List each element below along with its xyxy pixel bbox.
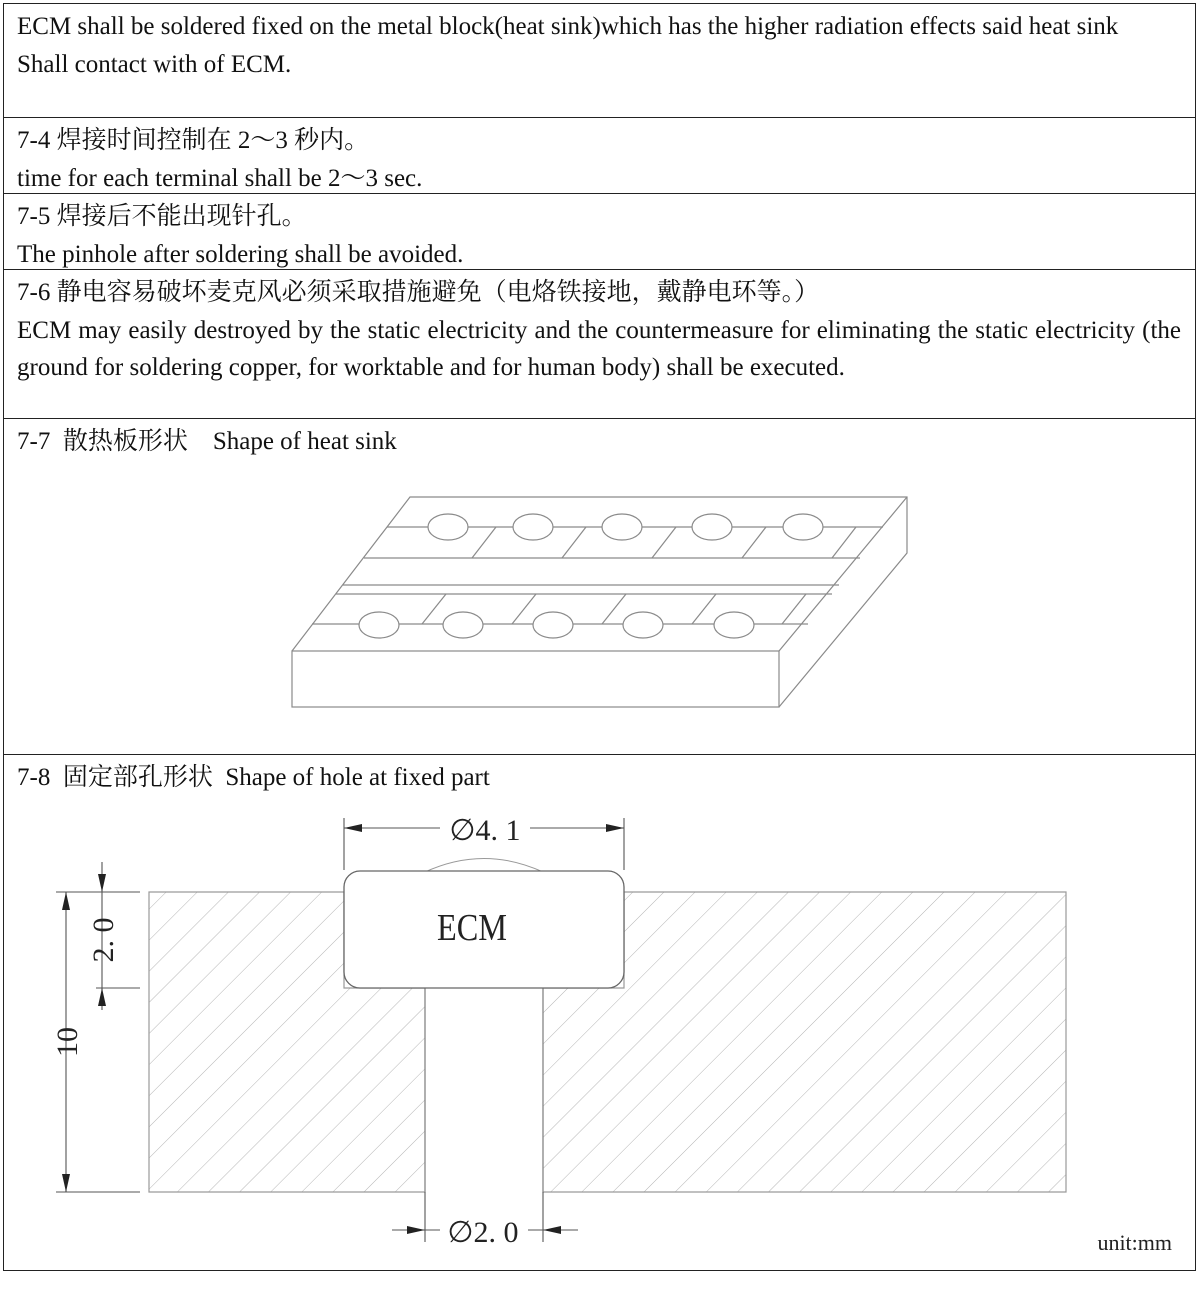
- section-7-8-heading: 7-8 固定部孔形状 Shape of hole at fixed part: [17, 764, 490, 791]
- section-7-4-text: time for each terminal shall be 2～3 sec.: [17, 164, 423, 192]
- unit-label: unit:mm: [1097, 1230, 1172, 1255]
- dim-left-small: 2. 0: [87, 917, 120, 963]
- ecm-soldering-text-2: Shall contact with of ECM.: [17, 50, 292, 78]
- dim-left-large: 10: [51, 1027, 84, 1057]
- dim-bottom-diameter: ∅2. 0: [447, 1216, 519, 1249]
- section-7-6-heading: 7-6 静电容易破坏麦克风必须采取措施避免（电烙铁接地，戴静电环等。）: [17, 279, 820, 306]
- dim-top-diameter: ∅4. 1: [449, 814, 521, 847]
- section-7-4-heading: 7-4 焊接时间控制在 2～3 秒内。: [17, 127, 370, 154]
- section-7-5-text: The pinhole after soldering shall be avoided.: [17, 240, 464, 268]
- section-7-7-heading: 7-7 散热板形状 Shape of heat sink: [17, 428, 397, 455]
- ecm-soldering-text: ECM shall be soldered fixed on the metal block(heat sink)which has the higher radiation effects said heat sink: [17, 13, 1119, 40]
- ecm-label: ECM: [437, 906, 507, 949]
- section-7-5-heading: 7-5 焊接后不能出现针孔。: [17, 203, 307, 230]
- section-7-6-text: ECM may easily destroyed by the static electricity and the countermeasure for eliminating the static electricity (the ground for soldering copper, for worktable and for human body) shall be executed.: [17, 316, 1181, 381]
